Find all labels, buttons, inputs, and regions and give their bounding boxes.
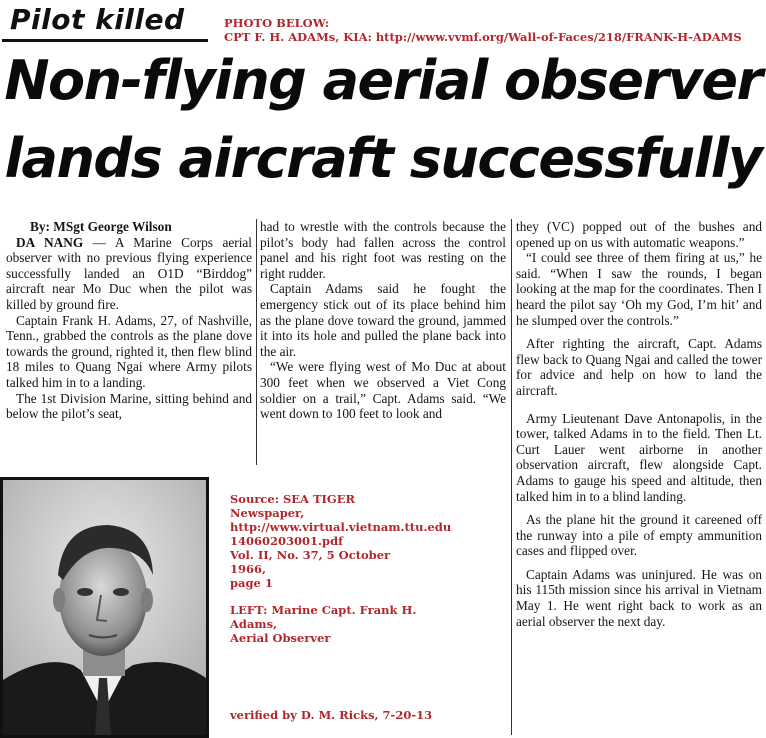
source-note — [230, 492, 452, 590]
article-paragraph: “We were flying west of Mo Duc at about 300 feet when we observed a Viet Cong soldier on a trail,” Capt. Adams said. “We went down to 100 feet to look and — [260, 359, 506, 422]
dateline: DA NANG — [16, 234, 84, 250]
photo-note — [224, 16, 764, 44]
source-line5: page 1 — [230, 576, 273, 590]
article-paragraph: Captain Adams was uninjured. He was on his 115th mission since his arrival in Vietnam May 1. He went right back to work as an aerial observer the next day. — [516, 566, 762, 629]
portrait-photo — [0, 477, 209, 738]
photo-note-line1: PHOTO BELOW: — [224, 16, 330, 30]
article-paragraph: As the plane hit the ground it careened off the runway into a pile of empty ammunition cases and flipped over. — [516, 512, 762, 559]
portrait-image — [3, 480, 206, 735]
lead-text: — A Marine Corps aerial observer with no previous flying experience successfully landed an O1D “Birddog” aircraft near Mo Duc when the pilot was killed by ground fire. — [6, 234, 252, 312]
column-rule — [256, 219, 257, 465]
article-paragraph: Captain Adams said he fought the emergency stick out of its place behind him as the plane dove toward the ground, jammed it into its hole and pulled the plane back into the air. — [260, 281, 506, 359]
column-rule — [511, 219, 512, 735]
photo-note-line2: CPT F. H. ADAMs, KIA: http://www.vvmf.org/Wall-of-Faces/218/FRANK-H-ADAMS — [224, 30, 742, 44]
caption-line1: LEFT: Marine Capt. Frank H. Adams, — [230, 603, 417, 631]
source-line2: http://www.virtual.vietnam.ttu.edu — [230, 520, 452, 534]
caption-line2: Aerial Observer — [230, 631, 331, 645]
article-paragraph: The 1st Division Marine, sitting behind and below the pilot’s seat, — [6, 390, 252, 422]
kicker-pilot-killed: Pilot killed — [2, 0, 208, 42]
photo-caption — [230, 603, 440, 645]
article-paragraph: had to wrestle with the controls because the pilot’s body had fallen across the control panel and his right foot was resting on the right rudder. — [260, 219, 506, 281]
article-column-3 — [516, 219, 762, 735]
headline-line2: lands aircraft successfully — [4, 127, 762, 190]
byline: By: MSgt George Wilson — [30, 219, 172, 234]
verified-note: verified by D. M. Ricks, 7-20-13 — [230, 708, 433, 722]
article-paragraph — [6, 235, 252, 313]
article-paragraph: Captain Frank H. Adams, 27, of Nashville, Tenn., grabbed the controls as the plane dove towards the ground, righted it, then flew blind 18 miles to Quang Ngai where Army pilots talked him in to a landing. — [6, 312, 252, 390]
article-column-1 — [6, 219, 252, 469]
article-column-2 — [260, 219, 506, 469]
headline-line1: Non-flying aerial observer — [4, 49, 762, 112]
article-paragraph: they (VC) popped out of the bushes and opened up on us with automatic weapons.” — [516, 219, 762, 250]
source-line3: 14060203001.pdf — [230, 534, 344, 548]
article-paragraph: “I could see three of them firing at us,” he said. “When I saw the rounds, I began looking at the map for the coordinates. Then I heard the pilot say ‘Oh my God, I’m hit’ and he slumped over the controls.” — [516, 250, 762, 328]
source-line1: Source: SEA TIGER Newspaper, — [230, 492, 356, 520]
article-paragraph: Army Lieutenant Dave Antonapolis, in the tower, talked Adams in to the field. Then Lt. Curt Lauer went airborne in another observation aircraft, flew alongside Capt. Adams to gauge his speed and altitude, then talked him in to a blind landing. — [516, 410, 762, 504]
source-line4: Vol. II, No. 37, 5 October 1966, — [230, 548, 391, 576]
article-paragraph: After righting the aircraft, Capt. Adams flew back to Quang Ngai and called the tower for advice and help on how to land the aircraft. — [516, 336, 762, 398]
